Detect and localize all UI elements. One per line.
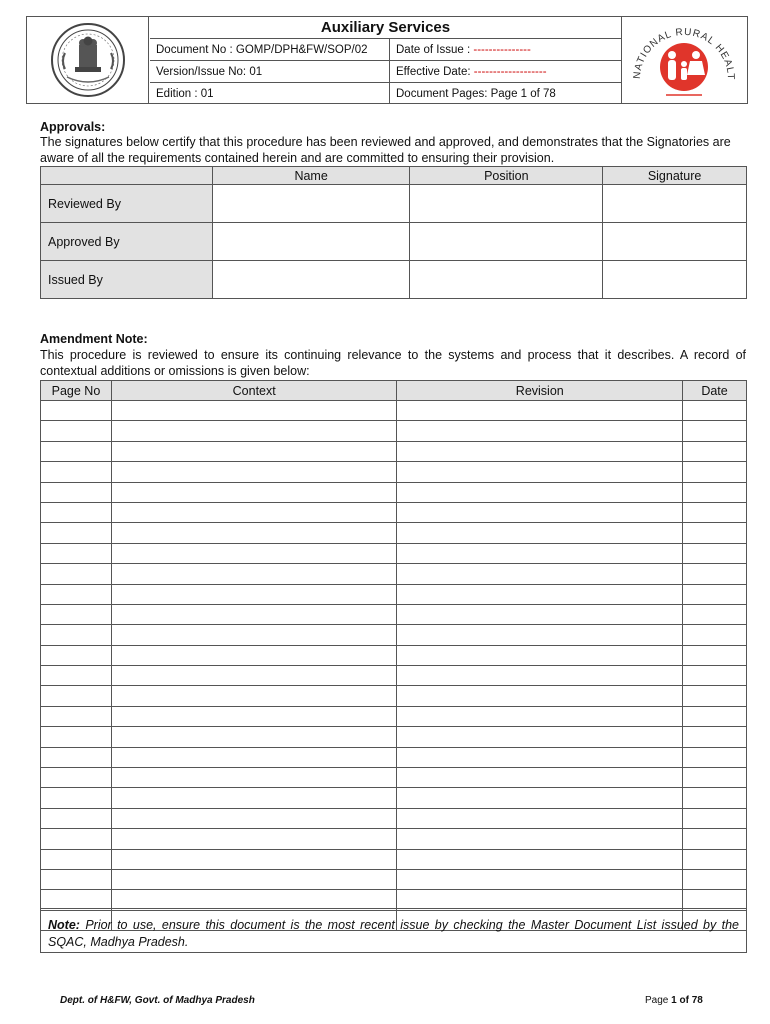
amendment-page-no-cell[interactable]: [41, 869, 112, 889]
issued-by-signature-cell[interactable]: [603, 261, 747, 299]
amendment-row: [41, 768, 747, 788]
amendment-context-cell[interactable]: [111, 604, 397, 624]
amendment-revision-cell[interactable]: [397, 747, 683, 767]
amendment-page-no-cell[interactable]: [41, 645, 112, 665]
amendment-page-no-cell[interactable]: [41, 625, 112, 645]
reviewed-by-name-cell[interactable]: [212, 185, 410, 223]
amendment-page-no-cell[interactable]: [41, 808, 112, 828]
amendment-page-no-cell[interactable]: [41, 768, 112, 788]
footer-department: Dept. of H&FW, Govt. of Madhya Pradesh: [60, 995, 255, 1006]
amendment-revision-cell[interactable]: [397, 727, 683, 747]
amendment-page-no-cell[interactable]: [41, 747, 112, 767]
amendment-context-cell[interactable]: [111, 401, 397, 421]
amendment-date-cell[interactable]: [683, 625, 747, 645]
amendment-date-cell[interactable]: [683, 727, 747, 747]
edition: Edition : 01: [150, 83, 390, 103]
amendment-page-no-cell[interactable]: [41, 584, 112, 604]
approvals-row-issued: [41, 261, 747, 299]
amendment-row: [41, 543, 747, 563]
amendment-row: [41, 788, 747, 808]
footer-page-bold: 1 of 78: [671, 995, 703, 1006]
amendment-date-cell[interactable]: [683, 543, 747, 563]
amendment-context-cell[interactable]: [111, 625, 397, 645]
amendment-row: [41, 747, 747, 767]
amendment-date-cell[interactable]: [683, 523, 747, 543]
date-of-issue-label: Date of Issue :: [396, 44, 474, 56]
amendment-context-cell[interactable]: [111, 808, 397, 828]
amendment-date-cell[interactable]: [683, 686, 747, 706]
version-issue: Version/Issue No: 01: [150, 61, 390, 83]
amendment-row: [41, 502, 747, 522]
date-of-issue: [390, 39, 621, 61]
approvals-header-row: [41, 167, 747, 185]
amendment-page-no-cell[interactable]: [41, 604, 112, 624]
approved-by-name-cell[interactable]: [212, 223, 410, 261]
nrhm-logo-icon: [622, 17, 746, 103]
amendment-row: [41, 727, 747, 747]
amendment-row: [41, 604, 747, 624]
amendment-page-no-cell[interactable]: [41, 666, 112, 686]
amendment-row: [41, 564, 747, 584]
amendment-row: [41, 523, 747, 543]
amendment-date-cell[interactable]: [683, 849, 747, 869]
amendment-context-cell[interactable]: [111, 543, 397, 563]
amendment-revision-cell[interactable]: [397, 462, 683, 482]
issued-by-name-cell[interactable]: [212, 261, 410, 299]
amendment-revision-cell[interactable]: [397, 869, 683, 889]
approvals-header-blank: [41, 167, 213, 185]
approvals-header-position: Position: [410, 167, 603, 185]
document-pages: Document Pages: Page 1 of 78: [396, 88, 556, 100]
amendment-revision-cell[interactable]: [397, 808, 683, 828]
note-label: Note:: [48, 918, 80, 932]
amendment-revision-cell[interactable]: [397, 625, 683, 645]
amendment-page-no-cell[interactable]: [41, 564, 112, 584]
note-text: Prior to use, ensure this document is the most recent issue by checking the Master Document List issued by the SQAC, Madhya Pradesh.: [48, 918, 739, 949]
amendment-page-no-cell[interactable]: [41, 441, 112, 461]
document-title: Auxiliary Services: [150, 17, 621, 39]
approvals-table: [40, 166, 747, 299]
amendment-page-no-cell[interactable]: [41, 543, 112, 563]
amendment-date-cell[interactable]: [683, 421, 747, 441]
amendment-context-cell[interactable]: [111, 666, 397, 686]
amendment-date-cell[interactable]: [683, 462, 747, 482]
effective-date: [390, 61, 621, 83]
amendment-header-page-no: Page No: [41, 381, 112, 401]
amendment-revision-cell[interactable]: [397, 584, 683, 604]
amendment-context-cell[interactable]: [111, 768, 397, 788]
reviewed-by-signature-cell[interactable]: [603, 185, 747, 223]
amendment-context-cell[interactable]: [111, 727, 397, 747]
amendment-page-no-cell[interactable]: [41, 502, 112, 522]
amendment-context-cell[interactable]: [111, 849, 397, 869]
amendment-revision-cell[interactable]: [397, 482, 683, 502]
amendment-page-no-cell[interactable]: [41, 686, 112, 706]
amendment-date-cell[interactable]: [683, 869, 747, 889]
amendment-date-cell[interactable]: [683, 768, 747, 788]
amendment-header-date: Date: [683, 381, 747, 401]
amendment-revision-cell[interactable]: [397, 523, 683, 543]
amendment-row: [41, 849, 747, 869]
amendment-page-no-cell[interactable]: [41, 788, 112, 808]
state-emblem-icon: [27, 17, 149, 103]
approved-by-position-cell[interactable]: [410, 223, 603, 261]
nrhm-logo-cell: [621, 17, 747, 103]
amendment-context-cell[interactable]: [111, 645, 397, 665]
state-emblem-cell: [27, 17, 149, 103]
amendment-body: [41, 401, 747, 931]
amendment-context-cell[interactable]: [111, 869, 397, 889]
amendment-page-no-cell[interactable]: [41, 727, 112, 747]
amendment-date-cell[interactable]: [683, 604, 747, 624]
amendment-row: [41, 421, 747, 441]
amendment-revision-cell[interactable]: [397, 604, 683, 624]
amendment-date-cell[interactable]: [683, 829, 747, 849]
issued-by-position-cell[interactable]: [410, 261, 603, 299]
approvals-title: Approvals:: [40, 120, 106, 134]
amendment-row: [41, 462, 747, 482]
amendment-revision-cell[interactable]: [397, 502, 683, 522]
amendment-row: [41, 645, 747, 665]
amendment-header-row: [41, 381, 747, 401]
amendment-revision-cell[interactable]: [397, 564, 683, 584]
approvals-row-reviewed: [41, 185, 747, 223]
issued-by-label: Issued By: [41, 261, 213, 299]
amendment-row: [41, 482, 747, 502]
amendment-date-cell[interactable]: [683, 788, 747, 808]
footer-page-number: [645, 995, 703, 1006]
note-box: [40, 908, 747, 953]
approvals-header-signature: Signature: [603, 167, 747, 185]
amendment-page-no-cell[interactable]: [41, 421, 112, 441]
amendment-context-cell[interactable]: [111, 421, 397, 441]
amendment-date-cell[interactable]: [683, 747, 747, 767]
amendment-table: [40, 380, 747, 931]
approved-by-signature-cell[interactable]: [603, 223, 747, 261]
document-header: [26, 16, 748, 104]
amendment-row: [41, 441, 747, 461]
amendment-revision-cell[interactable]: [397, 645, 683, 665]
amendment-date-cell[interactable]: [683, 706, 747, 726]
amendment-row: [41, 869, 747, 889]
amendment-context-cell[interactable]: [111, 706, 397, 726]
amendment-text: This procedure is reviewed to ensure its continuing relevance to the systems and process that it describes. A record of contextual additions or omissions is given below:: [40, 348, 746, 378]
amendment-revision-cell[interactable]: [397, 788, 683, 808]
reviewed-by-label: Reviewed By: [41, 185, 213, 223]
amendment-header-revision: Revision: [397, 381, 683, 401]
amendment-revision-cell[interactable]: [397, 768, 683, 788]
amendment-date-cell[interactable]: [683, 584, 747, 604]
amendment-revision-cell[interactable]: [397, 849, 683, 869]
amendment-page-no-cell[interactable]: [41, 401, 112, 421]
amendment-context-cell[interactable]: [111, 686, 397, 706]
amendment-revision-cell[interactable]: [397, 829, 683, 849]
reviewed-by-position-cell[interactable]: [410, 185, 603, 223]
amendment-revision-cell[interactable]: [397, 543, 683, 563]
amendment-row: [41, 625, 747, 645]
approved-by-label: Approved By: [41, 223, 213, 261]
amendment-date-cell[interactable]: [683, 666, 747, 686]
footer-page-prefix: Page: [645, 995, 672, 1006]
amendment-context-cell[interactable]: [111, 482, 397, 502]
amendment-context-cell[interactable]: [111, 523, 397, 543]
amendment-page-no-cell[interactable]: [41, 829, 112, 849]
amendment-row: [41, 686, 747, 706]
amendment-revision-cell[interactable]: [397, 666, 683, 686]
amendment-date-cell[interactable]: [683, 645, 747, 665]
amendment-context-cell[interactable]: [111, 788, 397, 808]
amendment-header-context: Context: [111, 381, 397, 401]
amendment-context-cell[interactable]: [111, 584, 397, 604]
amendment-date-cell[interactable]: [683, 482, 747, 502]
amendment-page-no-cell[interactable]: [41, 849, 112, 869]
amendment-date-cell[interactable]: [683, 401, 747, 421]
amendment-row: [41, 666, 747, 686]
amendment-context-cell[interactable]: [111, 502, 397, 522]
nrhm-logo-text: NATIONAL RURAL HEALT: [631, 26, 737, 81]
amendment-date-cell[interactable]: [683, 441, 747, 461]
amendment-date-cell[interactable]: [683, 808, 747, 828]
amendment-row: [41, 584, 747, 604]
amendment-revision-cell[interactable]: [397, 706, 683, 726]
amendment-revision-cell[interactable]: [397, 421, 683, 441]
effective-date-value: -------------------: [473, 66, 547, 78]
amendment-date-cell[interactable]: [683, 564, 747, 584]
amendment-page-no-cell[interactable]: [41, 462, 112, 482]
amendment-row: [41, 829, 747, 849]
amendment-page-no-cell[interactable]: [41, 482, 112, 502]
approvals-header-name: Name: [212, 167, 410, 185]
approvals-text: The signatures below certify that this procedure has been reviewed and approved, and demonstrates that the Signatories are aware of all the requirements contained herein and are committed to ensuring their provision.: [40, 135, 731, 165]
amendment-row: [41, 401, 747, 421]
amendment-context-cell[interactable]: [111, 747, 397, 767]
amendment-revision-cell[interactable]: [397, 686, 683, 706]
amendment-context-cell[interactable]: [111, 829, 397, 849]
approvals-row-approved: [41, 223, 747, 261]
amendment-page-no-cell[interactable]: [41, 523, 112, 543]
amendment-context-cell[interactable]: [111, 564, 397, 584]
amendment-page-no-cell[interactable]: [41, 706, 112, 726]
amendment-row: [41, 808, 747, 828]
amendment-context-cell[interactable]: [111, 462, 397, 482]
amendment-revision-cell[interactable]: [397, 441, 683, 461]
effective-date-label: Effective Date:: [396, 66, 474, 78]
amendment-title: Amendment Note:: [40, 332, 148, 346]
amendment-revision-cell[interactable]: [397, 401, 683, 421]
document-number: Document No : GOMP/DPH&FW/SOP/02: [150, 39, 390, 61]
amendment-row: [41, 706, 747, 726]
date-of-issue-value: ---------------: [473, 44, 531, 56]
amendment-date-cell[interactable]: [683, 502, 747, 522]
amendment-context-cell[interactable]: [111, 441, 397, 461]
